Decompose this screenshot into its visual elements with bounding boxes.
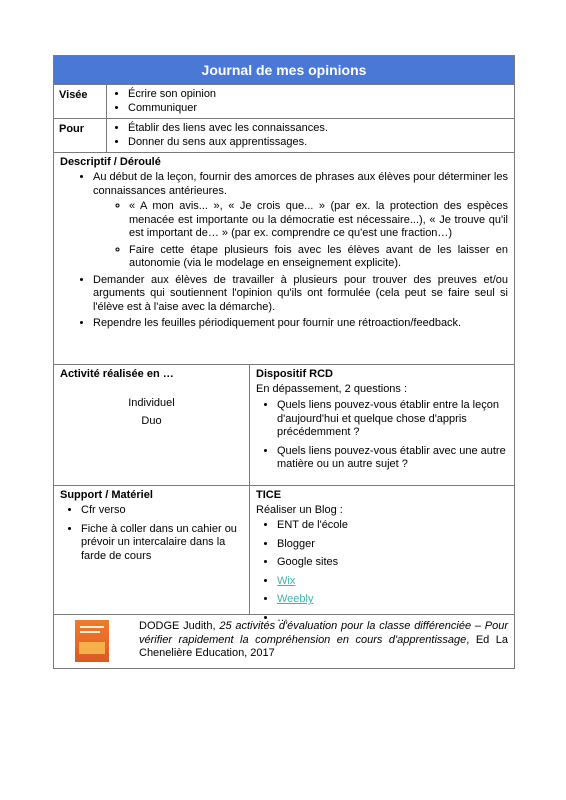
reference-row <box>54 615 514 668</box>
wix-link[interactable]: Wix <box>277 574 296 587</box>
book-cover-image <box>75 620 109 662</box>
descriptif-subitem: ◦ Faire cette étape plusieurs fois avec les élèves avant de les laisser en autonomie (via le modelage en enseignement explicite). <box>129 244 508 271</box>
support-tice-row <box>54 486 514 624</box>
activity-rcd-row <box>54 365 514 486</box>
visee-row <box>54 85 514 119</box>
reference-book-title: 25 activités d'évaluation pour la classe différenciée – Pour vérifier rapidement la compréhension en cours d'apprentissage <box>139 620 508 646</box>
reference-author: DODGE Judith, <box>139 620 220 632</box>
visee-item: • Écrire son opinion <box>128 88 508 102</box>
rcd-heading: Dispositif RCD <box>256 368 333 380</box>
tice-cell <box>250 486 514 624</box>
support-heading: Support / Matériel <box>60 489 153 501</box>
tice-item: • Blogger <box>277 538 508 552</box>
lesson-sheet <box>53 55 515 669</box>
tice-more: • … <box>277 612 508 626</box>
weebly-link[interactable]: Weebly <box>277 593 314 605</box>
rcd-question: • Quels liens pouvez-vous établir avec une autre matière ou un autre sujet ? <box>277 445 508 472</box>
visee-label: Visée <box>54 85 107 118</box>
descriptif-item: • Demander aux élèves de travailler à plusieurs pour trouver des preuves et/ou arguments qui soutiennent l'opinion qu'ils ont formulée (cela peut se faire seul si l'élève est à l'aise avec la démarche). <box>93 274 508 315</box>
reference-publisher: , Ed La Chenelière Education, 2017 <box>139 633 509 659</box>
activite-cell <box>54 365 250 485</box>
pour-label: Pour <box>54 119 107 152</box>
pour-item: • Donner du sens aux apprentissages. <box>128 136 508 150</box>
pour-item: • Établir des liens avec les connaissances. <box>128 122 508 136</box>
rcd-question: • Quels liens pouvez-vous établir entre la leçon d'aujourd'hui et quelque chose d'appris précédemment ? <box>277 399 508 440</box>
tice-intro: Réaliser un Blog : <box>256 504 343 516</box>
reference-text <box>139 620 508 662</box>
support-cell <box>54 486 250 614</box>
activite-item: Duo <box>141 415 162 427</box>
activite-heading: Activité réalisée en … <box>60 368 174 380</box>
activite-item: Individuel <box>128 397 175 409</box>
descriptif-heading: Descriptif / Déroulé <box>60 156 161 168</box>
rcd-intro: En dépassement, 2 questions : <box>256 383 408 395</box>
descriptif-section <box>54 153 514 365</box>
pour-values <box>107 119 514 152</box>
page-title: Journal de mes opinions <box>54 56 514 85</box>
pour-row <box>54 119 514 153</box>
rcd-cell <box>250 365 514 485</box>
visee-item: • Communiquer <box>128 102 508 116</box>
descriptif-text: Au début de la leçon, fournir des amorces de phrases aux élèves pour déterminer les connaissances antérieures. <box>93 171 508 197</box>
tice-heading: TICE <box>256 489 282 501</box>
support-item: • Fiche à coller dans un cahier ou prévoir un intercalaire dans la farde de cours <box>81 523 243 564</box>
visee-values <box>107 85 514 118</box>
descriptif-subitem: ◦ « A mon avis... », « Je crois que... » (par ex. la protection des espèces menacée est importante ou la démocratie est nécessaire...), « Je trouve qu'il est important de… » (par ex. comprendre ce qu'est une fraction…) <box>129 200 508 241</box>
tice-item: • ENT de l'école <box>277 519 508 533</box>
descriptif-item: • Rependre les feuilles périodiquement pour fournir une rétroaction/feedback. <box>93 317 508 331</box>
support-item: • Cfr verso <box>81 504 243 518</box>
descriptif-item <box>93 171 508 271</box>
tice-item: • Google sites <box>277 556 508 570</box>
